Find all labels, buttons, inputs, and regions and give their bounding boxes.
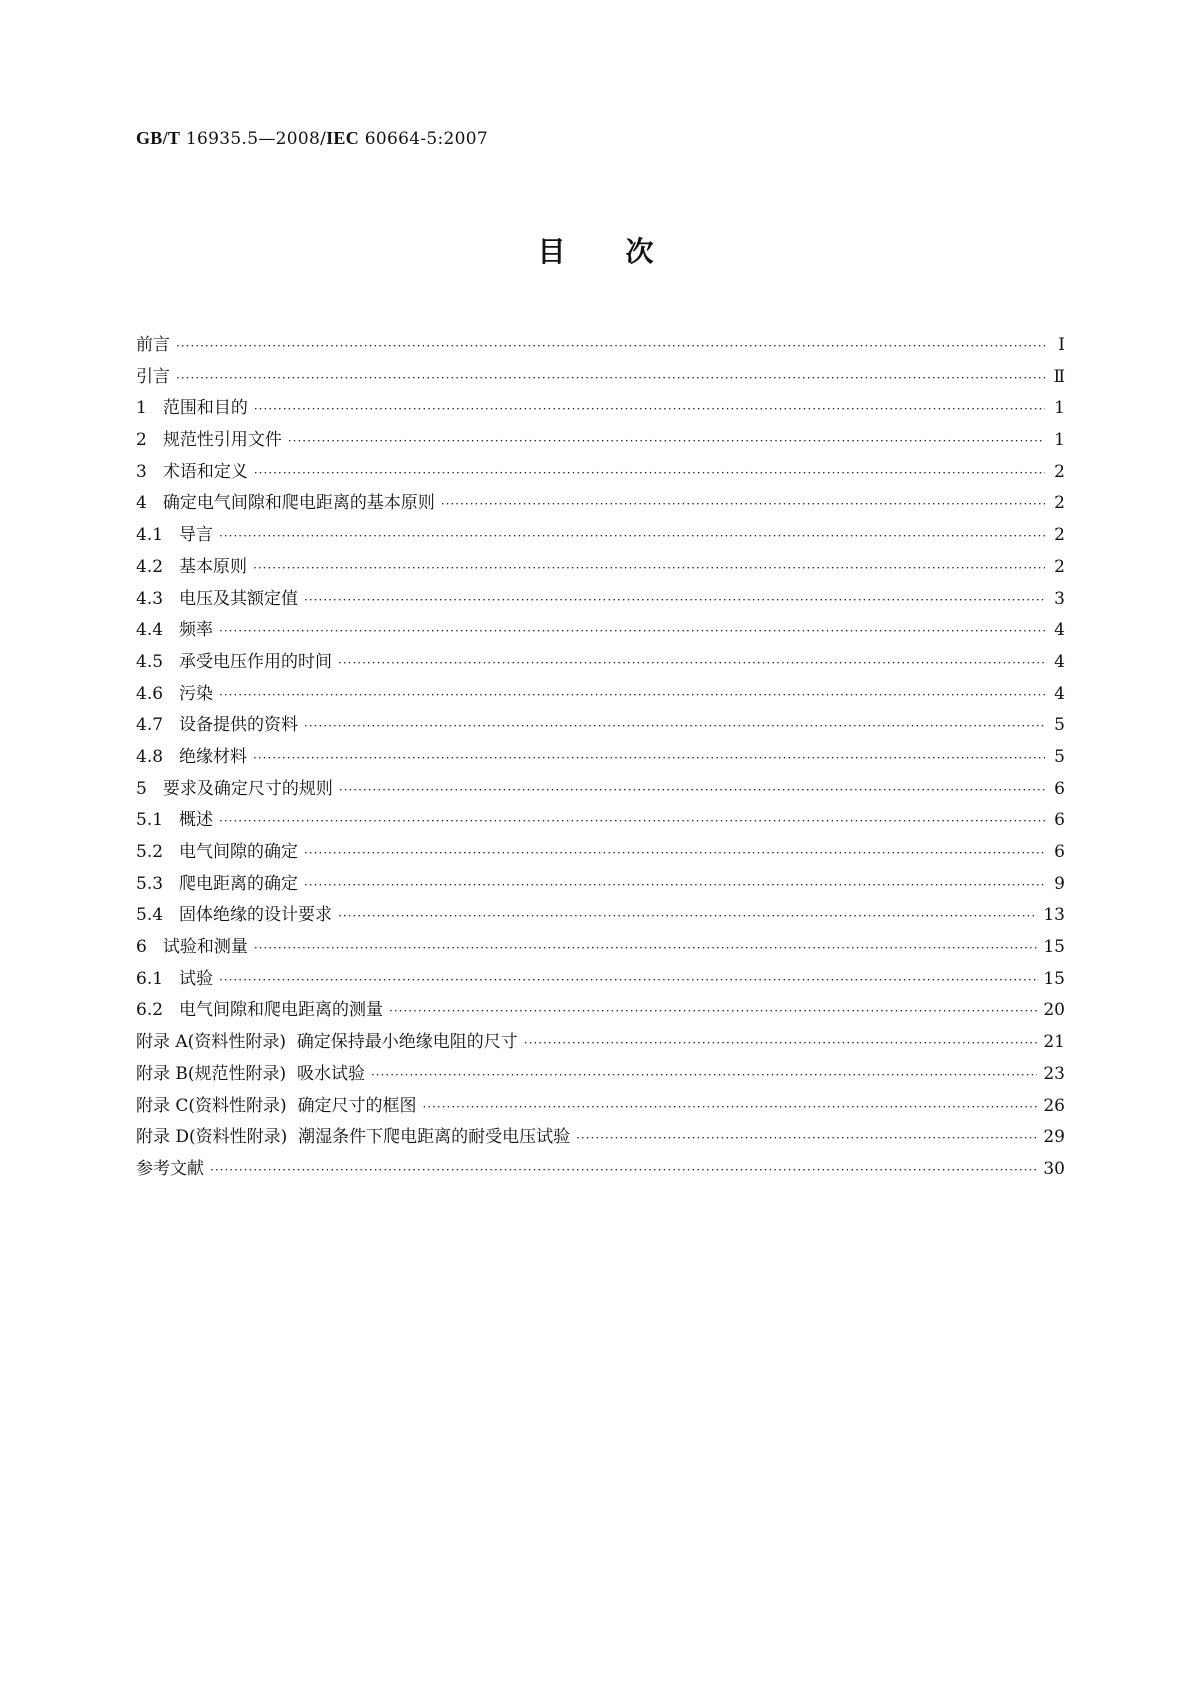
toc-page-number: 26 bbox=[1043, 1095, 1065, 1116]
toc-page-number: 1 bbox=[1054, 430, 1065, 451]
toc-page-number: 15 bbox=[1043, 937, 1065, 958]
dot-leader bbox=[219, 688, 1045, 702]
toc-entry[interactable] bbox=[136, 964, 1065, 996]
toc-number: 1 bbox=[136, 398, 147, 419]
toc-page-number: Ⅰ bbox=[1058, 335, 1065, 355]
dot-leader bbox=[176, 371, 1045, 385]
toc-page-number: 13 bbox=[1043, 905, 1065, 926]
toc-title: 电压及其额定值 bbox=[179, 588, 299, 609]
toc-title: 基本原则 bbox=[179, 556, 248, 577]
dot-leader bbox=[338, 909, 1037, 923]
toc-title: 规范性引用文件 bbox=[162, 430, 282, 451]
toc-page-number: Ⅱ bbox=[1053, 366, 1065, 387]
iec-number: 60664-5:2007 bbox=[359, 129, 488, 149]
toc-entry[interactable] bbox=[136, 710, 1065, 742]
toc-page-number: 2 bbox=[1054, 525, 1065, 546]
toc-title: 试验和测量 bbox=[162, 937, 248, 958]
toc-title: 污染 bbox=[179, 683, 214, 704]
toc-page-number: 4 bbox=[1054, 620, 1065, 641]
toc-number: 4.7 bbox=[136, 715, 164, 736]
dot-leader bbox=[254, 941, 1038, 955]
toc-entry[interactable] bbox=[136, 488, 1065, 520]
toc-entry[interactable] bbox=[136, 330, 1065, 362]
toc-entry[interactable] bbox=[136, 869, 1065, 901]
toc-title: 概述 bbox=[179, 810, 214, 831]
toc-page-number: 30 bbox=[1043, 1158, 1065, 1179]
toc-entry[interactable] bbox=[136, 774, 1065, 806]
toc-title: 电气间隙的确定 bbox=[179, 842, 299, 862]
toc-entry[interactable] bbox=[136, 995, 1065, 1027]
toc-entry[interactable] bbox=[136, 584, 1065, 616]
toc-title: 附录 C(资料性附录) 确定尺寸的框图 bbox=[136, 1095, 417, 1116]
toc-entry[interactable] bbox=[136, 742, 1065, 774]
toc-number: 6.1 bbox=[136, 968, 164, 989]
dot-leader bbox=[338, 656, 1045, 670]
toc-number: 4.5 bbox=[136, 651, 164, 672]
title-char: 次 bbox=[625, 235, 654, 268]
toc-number: 4.2 bbox=[136, 556, 164, 577]
toc-page-number: 29 bbox=[1043, 1127, 1065, 1148]
toc-entry[interactable] bbox=[136, 805, 1065, 837]
toc-title: 范围和目的 bbox=[162, 398, 248, 419]
toc-title: 术语和定义 bbox=[162, 461, 248, 482]
dot-leader bbox=[304, 878, 1045, 892]
toc-title: 绝缘材料 bbox=[179, 746, 248, 767]
toc-number: 4.4 bbox=[136, 620, 164, 641]
toc-title: 前言 bbox=[136, 335, 170, 355]
toc-page-number: 6 bbox=[1054, 842, 1065, 862]
toc-page-number: 2 bbox=[1054, 493, 1065, 514]
dot-leader bbox=[371, 1068, 1037, 1082]
toc-page-number: 4 bbox=[1054, 683, 1065, 704]
toc-number: 3 bbox=[136, 461, 147, 482]
toc-number: 5 bbox=[136, 778, 147, 799]
toc-page-number: 15 bbox=[1043, 968, 1065, 989]
dot-leader bbox=[219, 624, 1045, 638]
toc-page-number: 4 bbox=[1054, 651, 1065, 672]
dot-leader bbox=[254, 466, 1045, 480]
dot-leader bbox=[253, 561, 1045, 575]
std-number: 16935.5—2008/ bbox=[180, 129, 327, 149]
toc-page-number: 23 bbox=[1043, 1063, 1065, 1084]
toc-entry[interactable] bbox=[136, 520, 1065, 552]
toc-title: 要求及确定尺寸的规则 bbox=[162, 778, 333, 799]
toc-title: 固体绝缘的设计要求 bbox=[179, 905, 333, 926]
toc-entry[interactable] bbox=[136, 900, 1065, 932]
toc-number: 5.4 bbox=[136, 905, 164, 926]
page-title bbox=[0, 230, 1191, 270]
toc-number: 4.6 bbox=[136, 683, 164, 704]
dot-leader bbox=[441, 497, 1045, 511]
dot-leader bbox=[304, 719, 1045, 733]
toc-title: 确定电气间隙和爬电距离的基本原则 bbox=[162, 493, 435, 514]
toc-page-number: 1 bbox=[1054, 398, 1065, 419]
toc-title: 试验 bbox=[179, 968, 214, 989]
toc-entry[interactable] bbox=[136, 1059, 1065, 1091]
dot-leader bbox=[422, 1100, 1037, 1114]
toc-title: 设备提供的资料 bbox=[179, 715, 299, 736]
toc-title: 导言 bbox=[179, 525, 214, 546]
toc-entry[interactable] bbox=[136, 1122, 1065, 1154]
toc-page-number: 21 bbox=[1043, 1032, 1065, 1053]
toc-number: 4 bbox=[136, 493, 147, 514]
toc-page-number: 5 bbox=[1054, 746, 1065, 767]
dot-leader bbox=[288, 434, 1045, 448]
toc-title: 承受电压作用的时间 bbox=[179, 651, 333, 672]
dot-leader bbox=[254, 402, 1045, 416]
toc-title: 附录 D(资料性附录) 潮湿条件下爬电距离的耐受电压试验 bbox=[136, 1127, 571, 1148]
toc-page-number: 6 bbox=[1054, 810, 1065, 831]
table-of-contents bbox=[136, 330, 1065, 1186]
toc-number: 6 bbox=[136, 937, 147, 958]
toc-number: 5.3 bbox=[136, 873, 164, 894]
dot-leader bbox=[524, 1036, 1038, 1050]
toc-entry[interactable] bbox=[136, 362, 1065, 394]
toc-page-number: 2 bbox=[1054, 556, 1065, 577]
toc-title: 电气间隙和爬电距离的测量 bbox=[179, 1000, 384, 1021]
dot-leader bbox=[219, 529, 1045, 543]
toc-title: 附录 A(资料性附录) 确定保持最小绝缘电阻的尺寸 bbox=[136, 1032, 518, 1053]
dot-leader bbox=[253, 751, 1045, 765]
document-header bbox=[136, 128, 488, 149]
dot-leader bbox=[304, 593, 1045, 607]
title-char: 目 bbox=[537, 235, 566, 268]
dot-leader bbox=[339, 783, 1045, 797]
toc-entry[interactable] bbox=[136, 615, 1065, 647]
toc-title: 爬电距离的确定 bbox=[179, 873, 299, 894]
toc-number: 4.3 bbox=[136, 588, 164, 609]
toc-page-number: 20 bbox=[1043, 1000, 1065, 1021]
toc-entry[interactable] bbox=[136, 393, 1065, 425]
toc-entry[interactable] bbox=[136, 837, 1065, 869]
toc-entry[interactable] bbox=[136, 647, 1065, 679]
toc-page-number: 6 bbox=[1054, 778, 1065, 799]
toc-entry[interactable] bbox=[136, 457, 1065, 489]
dot-leader bbox=[219, 973, 1037, 987]
toc-page-number: 3 bbox=[1054, 588, 1065, 609]
toc-entry[interactable] bbox=[136, 1154, 1065, 1186]
toc-number: 5.2 bbox=[136, 842, 164, 862]
dot-leader bbox=[389, 1004, 1037, 1018]
toc-number: 4.1 bbox=[136, 525, 164, 546]
toc-entry[interactable] bbox=[136, 552, 1065, 584]
toc-entry[interactable] bbox=[136, 1027, 1065, 1059]
toc-number: 6.2 bbox=[136, 1000, 164, 1021]
toc-page-number: 5 bbox=[1054, 715, 1065, 736]
toc-number: 4.8 bbox=[136, 746, 164, 767]
toc-title: 引言 bbox=[136, 366, 170, 387]
toc-number: 5.1 bbox=[136, 810, 164, 831]
dot-leader bbox=[576, 1131, 1037, 1145]
toc-title: 频率 bbox=[179, 620, 214, 641]
std-code: GB/T bbox=[136, 128, 181, 148]
toc-page-number: 2 bbox=[1054, 461, 1065, 482]
toc-entry[interactable] bbox=[136, 932, 1065, 964]
dot-leader bbox=[304, 846, 1045, 860]
toc-entry[interactable] bbox=[136, 679, 1065, 711]
toc-title: 参考文献 bbox=[136, 1158, 204, 1179]
toc-title: 附录 B(规范性附录) 吸水试验 bbox=[136, 1063, 365, 1084]
iec-code: IEC bbox=[326, 128, 360, 148]
toc-entry[interactable] bbox=[136, 425, 1065, 457]
toc-page-number: 9 bbox=[1054, 873, 1065, 894]
toc-number: 2 bbox=[136, 430, 147, 451]
toc-entry[interactable] bbox=[136, 1091, 1065, 1123]
dot-leader bbox=[210, 1163, 1037, 1177]
dot-leader bbox=[219, 814, 1045, 828]
dot-leader bbox=[176, 339, 1045, 353]
